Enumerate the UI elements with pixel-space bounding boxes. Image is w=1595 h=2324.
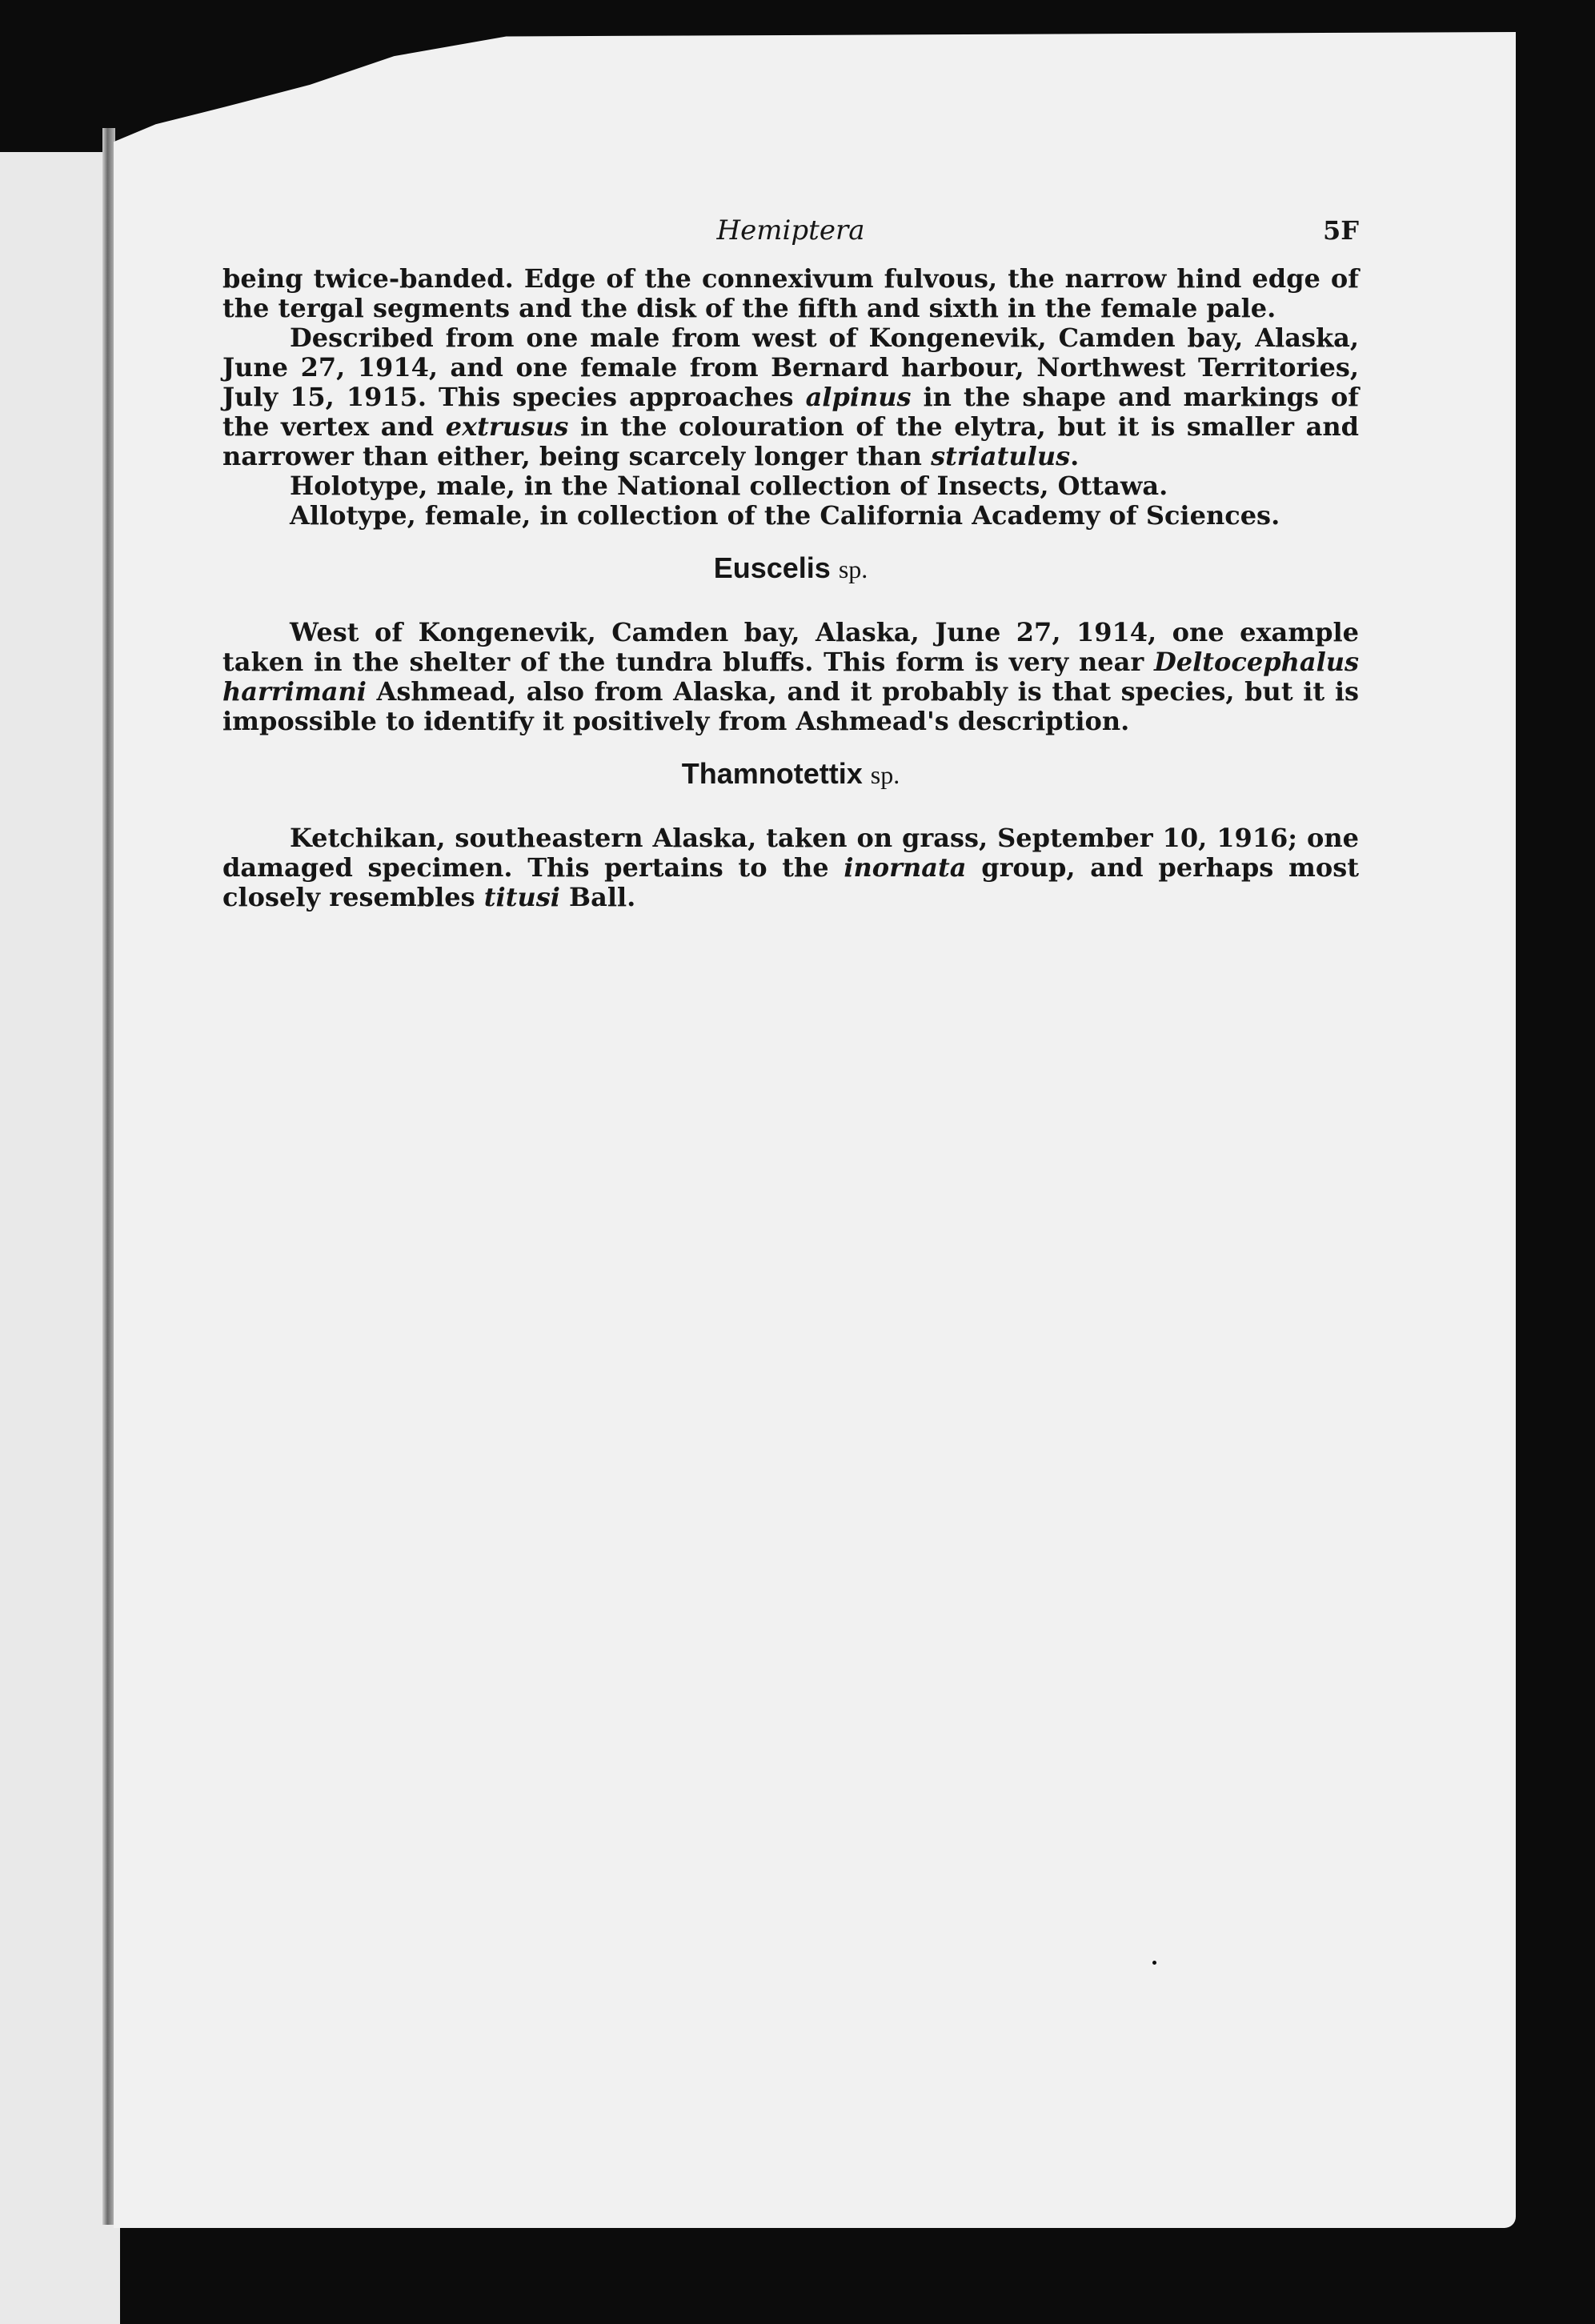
text-run: in the shape and markings of the vertex and xyxy=(222,382,1360,442)
italic-taxon: Deltocephalus harrimani xyxy=(222,647,1359,707)
running-head xyxy=(222,216,1359,264)
species-note: sp. xyxy=(870,760,900,789)
text-run: Ball. xyxy=(559,882,636,912)
text-run: Allotype, female, in collection of the California Academy of Sciences. xyxy=(290,500,1280,531)
page-content xyxy=(222,216,1359,912)
italic-taxon: striatulus xyxy=(931,441,1071,471)
paragraph-euscelis xyxy=(222,618,1359,736)
paragraph-description xyxy=(222,323,1359,471)
italic-taxon: titusi xyxy=(483,882,560,912)
paragraph-allotype xyxy=(222,501,1359,531)
paragraph-thamnotettix xyxy=(222,823,1359,912)
text-run: in the colouration of the elytra, but it is smaller and narrower than either, being scarcely longer than xyxy=(222,411,1360,471)
heading-thamnotettix xyxy=(222,759,1359,790)
heading-euscelis xyxy=(222,553,1359,584)
paragraph-continuation xyxy=(222,264,1359,323)
genus-name: Euscelis xyxy=(713,551,831,584)
text-run: . xyxy=(1070,441,1080,471)
text-run: West of Kongenevik, Camden bay, Alaska, June 27, 1914, one example taken in the shelter of the tundra bluffs. This form is very near xyxy=(222,617,1359,677)
book-gutter xyxy=(102,128,115,2225)
paragraph-holotype xyxy=(222,471,1359,501)
text-run: Described from one male from west of Kongenevik, Camden bay, Alaska, June 27, 1914, and one female from Bernard harbour, Northwest Territories, July 15, 1915. This species approaches xyxy=(222,323,1359,412)
italic-taxon: extrusus xyxy=(445,411,569,442)
running-head-title: Hemiptera xyxy=(716,214,865,246)
text-run: group, and perhaps most closely resembles xyxy=(222,852,1360,912)
text-run: being twice-banded. Edge of the connexivum fulvous, the narrow hind edge of the tergal segments and the disk of the fifth and sixth in the female pale. xyxy=(222,263,1359,323)
italic-taxon: alpinus xyxy=(805,382,912,412)
species-note: sp. xyxy=(838,555,868,583)
italic-taxon: inornata xyxy=(844,852,967,883)
scan-shadow-right xyxy=(1516,960,1595,2081)
text-run: Ketchikan, southeastern Alaska, taken on grass, September 10, 1916; one damaged specimen. This pertains to the xyxy=(222,823,1359,883)
page-number: 5F xyxy=(1323,215,1359,246)
scan-speck xyxy=(1152,1961,1156,1965)
text-run: Holotype, male, in the National collection of Insects, Ottawa. xyxy=(290,471,1168,501)
genus-name: Thamnotettix xyxy=(681,757,863,790)
text-run: Ashmead, also from Alaska, and it probably is that species, but it is impossible to identify it positively from Ashmead's description. xyxy=(222,676,1359,736)
